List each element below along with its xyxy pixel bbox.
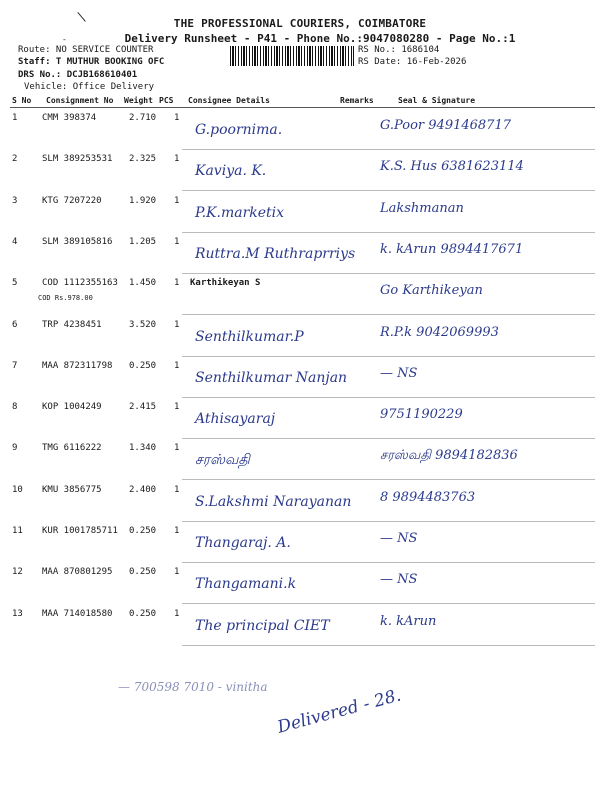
row-weight: 2.710	[129, 113, 157, 123]
consignee-signature: Kaviya. K.	[195, 163, 267, 180]
seal-signature: k. kArun	[380, 613, 437, 629]
col-remarks: Remarks	[340, 96, 374, 105]
row-pcs: 1	[174, 608, 180, 619]
row-weight: 2.415	[129, 402, 157, 413]
row-divider	[182, 645, 595, 646]
consignee-signature: Thangaraj. A.	[195, 535, 291, 551]
seal-signature: சரஸ்வதி 9894182836	[380, 448, 518, 464]
consignment-no: CMM 398374	[42, 113, 97, 123]
table-row	[0, 317, 600, 357]
cod-amount: COD Rs.978.00	[38, 294, 93, 303]
row-sno: 9	[12, 443, 18, 454]
row-divider	[182, 190, 595, 191]
consignee-signature: G.poornima.	[195, 122, 283, 138]
row-divider	[182, 232, 595, 233]
row-sno: 12	[12, 567, 23, 578]
rs-no-text: RS No.: 1686104	[358, 45, 440, 55]
row-sno: 11	[12, 526, 23, 536]
page-title: THE PROFESSIONAL COURIERS, COIMBATORE	[173, 17, 427, 30]
table-row	[0, 193, 600, 233]
consignee-signature: Ruttra.M Ruthraprriys	[195, 245, 356, 262]
row-sno: 4	[12, 236, 18, 247]
barcode	[230, 46, 354, 66]
col-seal: Seal & Signature	[398, 96, 476, 105]
row-weight: 0.250	[129, 567, 157, 578]
row-sno: 6	[12, 319, 18, 330]
seal-signature: K.S. Hus 6381623114	[380, 159, 524, 175]
seal-signature: Go Karthikeyan	[380, 283, 483, 299]
table-row	[0, 234, 600, 274]
row-weight: 0.250	[129, 608, 157, 619]
consignment-no: TMG 6116222	[42, 443, 102, 454]
row-pcs: 1	[174, 195, 180, 206]
row-pcs: 1	[174, 484, 180, 495]
row-weight: 3.520	[129, 319, 157, 330]
consignee-signature: சரஸ்வதி	[195, 452, 250, 469]
table-row	[0, 275, 600, 315]
consignment-no: KOP 1004249	[42, 402, 102, 413]
row-pcs: 1	[174, 526, 180, 536]
row-divider	[182, 149, 595, 150]
table-row	[0, 358, 600, 398]
row-weight: 0.250	[129, 526, 157, 536]
row-weight: 1.450	[129, 278, 157, 289]
consignee-signature: P.K.marketix	[195, 204, 285, 221]
seal-signature: k. kArun 9894417671	[380, 241, 524, 257]
row-weight: 1.920	[129, 195, 157, 206]
row-sno: 2	[12, 154, 18, 165]
row-pcs: 1	[174, 360, 180, 371]
consignment-no: TRP 4238451	[42, 319, 102, 330]
row-divider	[182, 479, 595, 480]
row-sno: 5	[12, 278, 18, 289]
seal-signature: Lakshmanan	[380, 200, 464, 216]
row-pcs: 1	[174, 443, 180, 454]
consignee-signature: Athisayaraj	[195, 411, 276, 428]
row-sno: 3	[12, 195, 18, 206]
table-row	[0, 606, 600, 646]
row-pcs: 1	[174, 567, 180, 578]
row-sno: 1	[12, 113, 18, 123]
consignment-no: COD 1112355163	[42, 278, 118, 289]
table-row	[0, 482, 600, 522]
consignment-no: MAA 870801295	[42, 567, 113, 578]
row-pcs: 1	[174, 402, 180, 413]
row-divider	[182, 273, 595, 274]
consignment-no: MAA 714018580	[42, 608, 113, 619]
row-divider	[182, 562, 595, 563]
row-pcs: 1	[174, 236, 180, 247]
row-sno: 8	[12, 402, 18, 413]
consignee-signature: Senthilkumar.P	[195, 328, 304, 345]
consignment-no: KUR 1001785711	[42, 526, 118, 536]
consignee-signature: S.Lakshmi Narayanan	[195, 493, 352, 510]
row-sno: 7	[12, 360, 18, 371]
table-row	[0, 440, 600, 480]
row-divider	[182, 603, 595, 604]
consignment-no: MAA 872311798	[42, 360, 113, 371]
row-sno: 10	[12, 484, 23, 495]
row-weight: 1.340	[129, 443, 157, 454]
route-text: Route: NO SERVICE COUNTER	[18, 45, 154, 55]
row-pcs: 1	[174, 154, 180, 165]
col-consignment: Consignment No	[46, 96, 114, 105]
seal-signature: — NS	[380, 531, 418, 546]
row-divider	[182, 438, 595, 439]
row-weight: 1.205	[129, 236, 157, 247]
table-row	[0, 110, 600, 150]
seal-signature: 9751190229	[380, 407, 463, 423]
rs-date-text: RS Date: 16-Feb-2026	[358, 57, 467, 67]
consignment-no: SLM 389253531	[42, 154, 113, 165]
consignee-name: Karthikeyan S	[190, 278, 261, 289]
row-divider	[182, 521, 595, 522]
seal-signature: G.Poor 9491468717	[380, 118, 511, 133]
row-divider	[182, 397, 595, 398]
consignee-signature: Senthilkumar Nanjan	[195, 369, 348, 386]
table-row	[0, 564, 600, 604]
row-divider	[182, 356, 595, 357]
row-pcs: 1	[174, 319, 180, 330]
consignment-no: SLM 389105816	[42, 236, 113, 247]
vehicle-text: Vehicle: Office Delivery	[24, 82, 155, 92]
seal-signature: 8 9894483763	[380, 489, 476, 505]
row-pcs: 1	[174, 278, 180, 289]
consignee-signature: The principal CIET	[195, 617, 330, 634]
col-weight: Weight	[124, 96, 153, 105]
row-sno: 13	[12, 608, 23, 619]
consignment-no: KTG 7207220	[42, 195, 102, 206]
col-pcs: PCS	[159, 96, 174, 105]
row-weight: 2.325	[129, 154, 157, 165]
drs-no-text: DRS No.: DCJB168610401	[18, 70, 138, 80]
seal-signature: — NS	[380, 365, 418, 381]
col-sno: S No	[12, 96, 32, 105]
row-divider	[182, 314, 595, 315]
page-subtitle: Delivery Runsheet - P41 - Phone No.:9047080280 - Page No.:1	[124, 32, 516, 45]
col-consignee: Consignee Details	[188, 96, 270, 105]
header-divider	[10, 107, 595, 108]
table-row	[0, 523, 600, 563]
seal-signature: R.P.k 9042069993	[380, 324, 499, 340]
footer-note: — 700598 7010 - vinitha	[118, 680, 268, 694]
row-weight: 0.250	[129, 360, 157, 371]
table-row	[0, 151, 600, 191]
consignment-no: KMU 3856775	[42, 484, 102, 495]
row-pcs: 1	[174, 113, 180, 123]
staff-text: Staff: T MUTHUR BOOKING OFC	[18, 57, 165, 67]
seal-signature: — NS	[380, 572, 418, 588]
row-weight: 2.400	[129, 484, 157, 495]
delivered-count: Delivered - 28.	[275, 685, 404, 738]
consignee-signature: Thangamani.k	[195, 576, 297, 593]
table-row	[0, 399, 600, 439]
dash-mark: -	[62, 35, 67, 44]
